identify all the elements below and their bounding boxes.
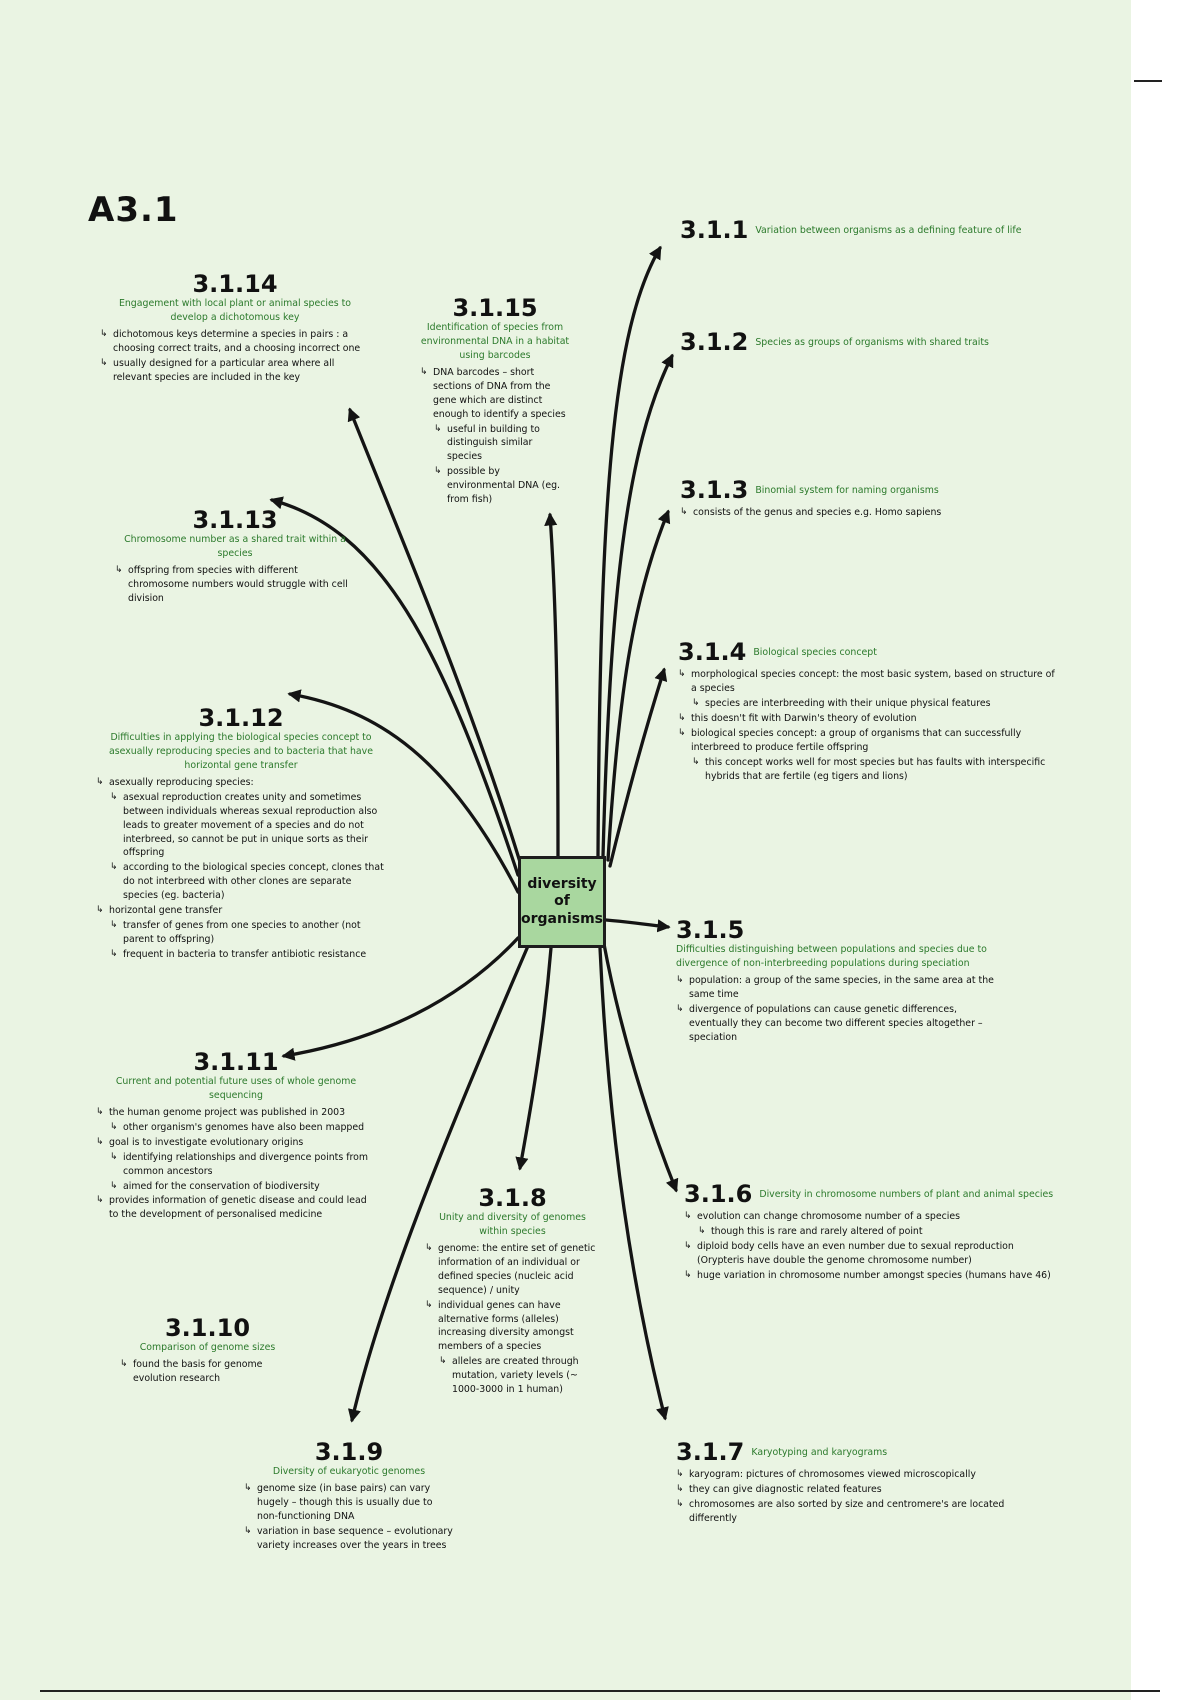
node-number: 3.1.2	[680, 328, 749, 356]
node-heading: Engagement with local plant or animal species to develop a dichotomous key	[118, 298, 352, 324]
bullet-point: ↳ asexually reproducing species:	[96, 776, 386, 790]
node-heading: Unity and diversity of genomes within species	[439, 1212, 586, 1238]
node-number: 3.1.10	[164, 1314, 251, 1342]
node-number: 3.1.14	[192, 270, 278, 298]
bullet-point: ↳ evolution can change chromosome number of a species	[684, 1210, 1054, 1224]
bullet-point: ↳ possible by environmental DNA (eg. from fish)	[434, 465, 570, 507]
bullet-point: ↳ horizontal gene transfer	[96, 904, 386, 918]
node-3-1-8	[425, 1186, 600, 1398]
node-heading: Difficulties distinguishing between populations and species due to divergence of non-interbreeding populations during speciation	[676, 944, 987, 970]
bullet-point: ↳ morphological species concept: the most basic system, based on structure of a species	[678, 668, 1058, 696]
node-bullet-list	[96, 776, 386, 962]
node-number: 3.1.13	[192, 506, 278, 534]
bullet-point: ↳ usually designed for a particular area where all relevant species are included in the key	[100, 357, 370, 385]
node-3-1-5	[676, 918, 1006, 1046]
bullet-point: ↳ though this is rare and rarely altered of point	[698, 1225, 1054, 1239]
node-number: 3.1.9	[314, 1438, 384, 1466]
bullet-point: ↳ other organism's genomes have also been mapped	[110, 1121, 376, 1135]
node-bullet-list	[96, 1106, 376, 1222]
node-number: 3.1.1	[680, 216, 749, 244]
node-heading: Chromosome number as a shared trait within a species	[124, 534, 346, 560]
node-number: 3.1.3	[680, 476, 749, 504]
node-heading: Difficulties in applying the biological species concept to asexually reproducing species and to bacteria that have horizontal gene transfer	[109, 732, 373, 771]
bullet-point: ↳ transfer of genes from one species to another (not parent to offspring)	[110, 919, 386, 947]
bullet-point: ↳ karyogram: pictures of chromosomes viewed microscopically	[676, 1468, 1046, 1482]
bullet-point: ↳ consists of the genus and species e.g. Homo sapiens	[680, 506, 1100, 520]
node-bullet-list	[115, 564, 355, 606]
arrow-to-3-1-6	[604, 944, 676, 1190]
node-bullet-list	[680, 506, 1100, 520]
bullet-point: ↳ according to the biological species concept, clones that do not interbreed with other clones are separate species (eg. bacteria)	[110, 861, 386, 903]
bullet-point: ↳ frequent in bacteria to transfer antibiotic resistance	[110, 948, 386, 962]
bullet-point: ↳ aimed for the conservation of biodiversity	[110, 1180, 376, 1194]
node-number: 3.1.5	[676, 916, 745, 944]
node-3-1-1	[680, 218, 1100, 243]
bullet-point: ↳ this doesn't fit with Darwin's theory of evolution	[678, 712, 1058, 726]
node-heading: Variation between organisms as a defining feature of life	[755, 224, 1022, 236]
bullet-point: ↳ huge variation in chromosome number amongst species (humans have 46)	[684, 1269, 1054, 1283]
bullet-point: ↳ provides information of genetic disease and could lead to the development of personalised medicine	[96, 1194, 376, 1222]
node-bullet-list	[244, 1482, 454, 1553]
bullet-point: ↳ offspring from species with different chromosome numbers would struggle with cell division	[115, 564, 355, 606]
bullet-point: ↳ useful in building to distinguish similar species	[434, 423, 570, 465]
node-3-1-11	[96, 1050, 376, 1223]
bullet-point: ↳ asexual reproduction creates unity and sometimes between individuals whereas sexual reproduction also leads to greater movement of a species and do not interbreed, so cannot be put in unique sorts as their offspring	[110, 791, 386, 861]
node-bullet-list	[425, 1242, 600, 1397]
node-heading: Binomial system for naming organisms	[755, 484, 939, 496]
arrow-to-3-1-4	[610, 670, 664, 866]
arrow-to-3-1-5	[606, 920, 668, 927]
node-3-1-15	[420, 296, 570, 508]
node-3-1-12	[96, 706, 386, 963]
bullet-point: ↳ they can give diagnostic related features	[676, 1483, 1046, 1497]
bullet-point: ↳ this concept works well for most species but has faults with interspecific hybrids that are fertile (eg tigers and lions)	[692, 756, 1058, 784]
bullet-point: ↳ species are interbreeding with their unique physical features	[692, 697, 1058, 711]
node-number: 3.1.15	[452, 294, 538, 322]
bullet-point: ↳ diploid body cells have an even number due to sexual reproduction (Orypteris have double the genome chromosome number)	[684, 1240, 1054, 1268]
node-number: 3.1.11	[193, 1048, 279, 1076]
node-heading: Diversity in chromosome numbers of plant and animal species	[759, 1188, 1054, 1200]
bullet-point: ↳ variation in base sequence – evolutionary variety increases over the years in trees	[244, 1525, 454, 1553]
node-3-1-9	[244, 1440, 454, 1554]
node-heading: Identification of species from environmental DNA in a habitat using barcodes	[420, 322, 570, 361]
node-3-1-14	[100, 272, 370, 386]
page-label: A3.1	[88, 190, 179, 230]
central-topic-label: diversity of organisms	[521, 875, 604, 927]
node-3-1-4	[678, 640, 1058, 784]
node-number: 3.1.7	[676, 1438, 745, 1466]
bullet-point: ↳ population: a group of the same species, in the same area at the same time	[676, 974, 1006, 1002]
node-heading: Species as groups of organisms with shared traits	[755, 336, 989, 348]
node-bullet-list	[678, 668, 1058, 783]
node-3-1-2	[680, 330, 1100, 355]
bullet-point: ↳ identifying relationships and divergence points from common ancestors	[110, 1151, 376, 1179]
node-heading: Karyotyping and karyograms	[751, 1446, 888, 1458]
node-heading: Current and potential future uses of whole genome sequencing	[115, 1076, 357, 1102]
node-bullet-list	[676, 974, 1006, 1045]
central-topic	[518, 856, 606, 948]
bullet-point: ↳ biological species concept: a group of organisms that can successfully interbreed to produce fertile offspring	[678, 727, 1058, 755]
node-3-1-13	[115, 508, 355, 607]
node-bullet-list	[684, 1210, 1054, 1283]
node-3-1-7	[676, 1440, 1046, 1527]
bullet-point: ↳ goal is to investigate evolutionary origins	[96, 1136, 376, 1150]
node-bullet-list	[676, 1468, 1046, 1526]
bullet-point: ↳ divergence of populations can cause genetic differences, eventually they can become two different species altogether – speciation	[676, 1003, 1006, 1045]
bullet-point: ↳ found the basis for genome evolution research	[120, 1358, 295, 1386]
bullet-point: ↳ genome: the entire set of genetic information of an individual or defined species (nucleic acid sequence) / unity	[425, 1242, 600, 1298]
arrow-to-3-1-15	[550, 515, 558, 856]
node-bullet-list	[100, 328, 370, 385]
node-heading: Diversity of eukaryotic genomes	[272, 1466, 426, 1478]
bullet-point: ↳ dichotomous keys determine a species in pairs : a choosing correct traits, and a choosing incorrect one	[100, 328, 370, 356]
node-heading: Biological species concept	[753, 646, 877, 658]
arrow-to-3-1-7	[600, 948, 665, 1418]
bullet-point: ↳ chromosomes are also sorted by size and centromere's are located differently	[676, 1498, 1046, 1526]
node-bullet-list	[420, 366, 570, 507]
node-heading: Comparison of genome sizes	[139, 1342, 276, 1354]
node-number: 3.1.6	[684, 1180, 753, 1208]
node-3-1-10	[120, 1316, 295, 1387]
node-number: 3.1.12	[198, 704, 284, 732]
bullet-point: ↳ genome size (in base pairs) can vary hugely – though this is usually due to non-functioning DNA	[244, 1482, 454, 1524]
bullet-point: ↳ alleles are created through mutation, variety levels (~ 1000-3000 in 1 human)	[439, 1355, 600, 1397]
node-number: 3.1.4	[678, 638, 747, 666]
node-bullet-list	[120, 1358, 295, 1386]
bullet-point: ↳ the human genome project was published in 2003	[96, 1106, 376, 1120]
node-3-1-3	[680, 478, 1100, 521]
node-number: 3.1.8	[478, 1184, 547, 1212]
node-3-1-6	[684, 1182, 1054, 1284]
bullet-point: ↳ DNA barcodes – short sections of DNA from the gene which are distinct enough to identify a species	[420, 366, 570, 422]
arrow-to-3-1-8	[520, 948, 551, 1168]
bullet-point: ↳ individual genes can have alternative forms (alleles) increasing diversity amongst members of a species	[425, 1299, 600, 1355]
page-edge-mark	[1134, 80, 1162, 82]
